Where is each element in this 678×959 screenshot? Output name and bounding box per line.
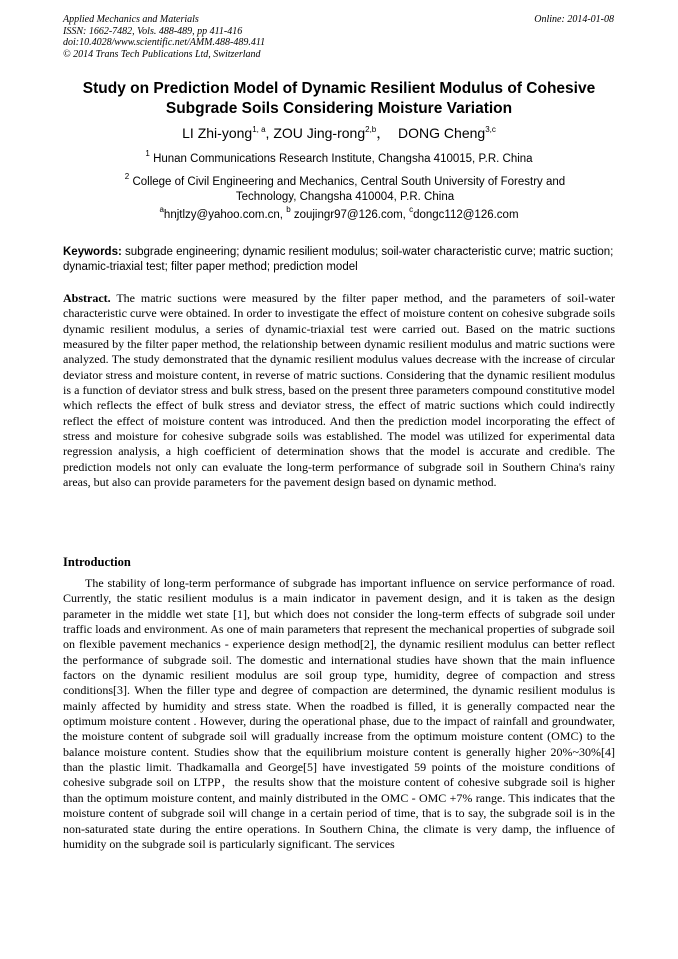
author-list — [40, 124, 638, 142]
keywords-label: Keywords: — [63, 246, 122, 258]
author-sup: 2,b — [365, 125, 377, 134]
email-line — [40, 205, 638, 223]
affiliation-1-sup: 1 — [145, 149, 150, 158]
abstract-text: The matric suctions were measured by the filter paper method, and the parameters of soil-water characteristic curve were obtained. In order to investigate the effect of moisture content on cohesive subgrade soils dynamic resilient modulus, a series of dynamic-triaxial test were carried out. Based on the matric suctions measured by the filter paper method, the relationship between dynamic resilient modulus and matric suctions were analyzed. The study demonstrated that the dynamic resilient modulus values decrease with the increase of circular deviator stress and moisture content, in reverse of matric suctions. Considering that the dynamic resilient modulus is a function of deviator stress and bulk stress, based on the present three parameters compound constitutive model which reflects the effect of bulk stress and deviator stress, the effect of matric suctions which could indirectly reflect the effect of moisture content was introduced. And then the prediction model incorporating the effect of stress and moisture for cohesive subgrade soils was established. The model was utilized for experimental data regression analysis, a high coefficient of determination shows that the model is accurate and credible. The prediction models not only can evaluate the long-term performance of subgrade soil in Southern China's rainy areas, but also can provide parameters for the pavement design based on dynamic method. — [63, 291, 615, 490]
keywords-block — [63, 245, 615, 275]
email-c[interactable]: dongc112@126.com — [413, 209, 519, 221]
abstract-block — [63, 291, 615, 490]
online-date: Online: 2014-01-08 — [534, 14, 614, 25]
journal-header — [63, 14, 265, 60]
keywords-text: subgrade engineering; dynamic resilient modulus; soil-water characteristic curve; matric suction; dynamic-triaxial test; filter paper method; prediction model — [63, 246, 614, 273]
author-name: LI Zhi-yong — [182, 125, 253, 141]
affiliation-2 — [100, 172, 590, 205]
introduction-heading: Introduction — [63, 555, 131, 569]
issn-line: ISSN: 1662-7482, Vols. 488-489, pp 411-416 — [63, 25, 243, 37]
copyright-line: © 2014 Trans Tech Publications Ltd, Switzerland — [63, 48, 261, 60]
paper-title — [40, 79, 638, 119]
email-a-sup: a — [159, 205, 164, 214]
affiliation-2-text: College of Civil Engineering and Mechanics, Central South University of Forestry and Technology, Changsha 410004, P.R. China — [132, 176, 566, 203]
author-sep: ， — [376, 125, 399, 141]
author-name: DONG Cheng — [398, 125, 486, 141]
author-sep: , — [265, 125, 274, 141]
title-line-1: Study on Prediction Model of Dynamic Resilient Modulus of Cohesive — [82, 80, 596, 97]
doi-line: doi:10.4028/www.scientific.net/AMM.488-489.411 — [63, 37, 266, 48]
journal-name: Applied Mechanics and Materials — [63, 14, 199, 25]
introduction-text: The stability of long-term performance of subgrade has important influence on service performance of road. Currently, the static resilient modulus is a main indicator in pavement design, and it is taken as the design parameter in the middle wet state [1], but which does not consider the long-term effects of subgrade soil under traffic loads and environment. As one of main parameters that represent the mechanical properties of subgrade soil on flexible pavement mechanics - experience design method[2], the dynamic resilient modulus can better reflect the performance of subgrade soil. The domestic and international studies have shown that the main influence factors on the dynamic resilient modulus are soil group type, humidity, degree of compaction and stress conditions[3]. When the filler type and degree of compaction are determined, the dynamic resilient modulus is mainly affected by humidity and stress state. When the roadbed is filled, it is generally compacted near the optimum moisture content . However, during the operational phase, due to the impact of rainfall and groundwater, the moisture content of subgrade soil will gradually increase from the optimum moisture content (OMC) to the balance moisture content. Studies show that the equilibrium moisture content is generally higher 20%~30%[4] than the plastic limit. Thadkamalla and George[5] have investigated 59 points of the moisture conditions of cohesive subgrade soil on LTPP，the results show that the moisture content of cohesive subgrade soil is higher than the optimum moisture content, and mainly distributed in the OMC - OMC +7% range. This indicates that the moisture content of subgrade soil will change in a certain period of time, that is to say, the subgrade soil is in the non-saturated state during the entire operations. In Southern China, the climate is very damp, the influence of humidity on the subgrade soil is particularly significant. The services — [63, 576, 615, 851]
affiliation-2-sup: 2 — [124, 172, 130, 181]
email-b[interactable]: zoujingr97@126.com, — [290, 209, 410, 221]
author-name: ZOU Jing-rong — [273, 125, 366, 141]
author-sup: 1, a — [252, 125, 266, 134]
title-line-2: Subgrade Soils Considering Moisture Variation — [165, 100, 513, 117]
author-sup: 3,c — [485, 125, 496, 134]
email-b-sup: b — [286, 205, 291, 214]
affiliation-1 — [40, 149, 638, 167]
affiliation-1-text: Hunan Communications Research Institute, Changsha 410015, P.R. China — [153, 153, 533, 165]
email-a[interactable]: hnjtlzy@yahoo.com.cn, — [163, 209, 287, 221]
abstract-label: Abstract. — [63, 291, 111, 305]
email-c-sup: c — [409, 205, 414, 214]
